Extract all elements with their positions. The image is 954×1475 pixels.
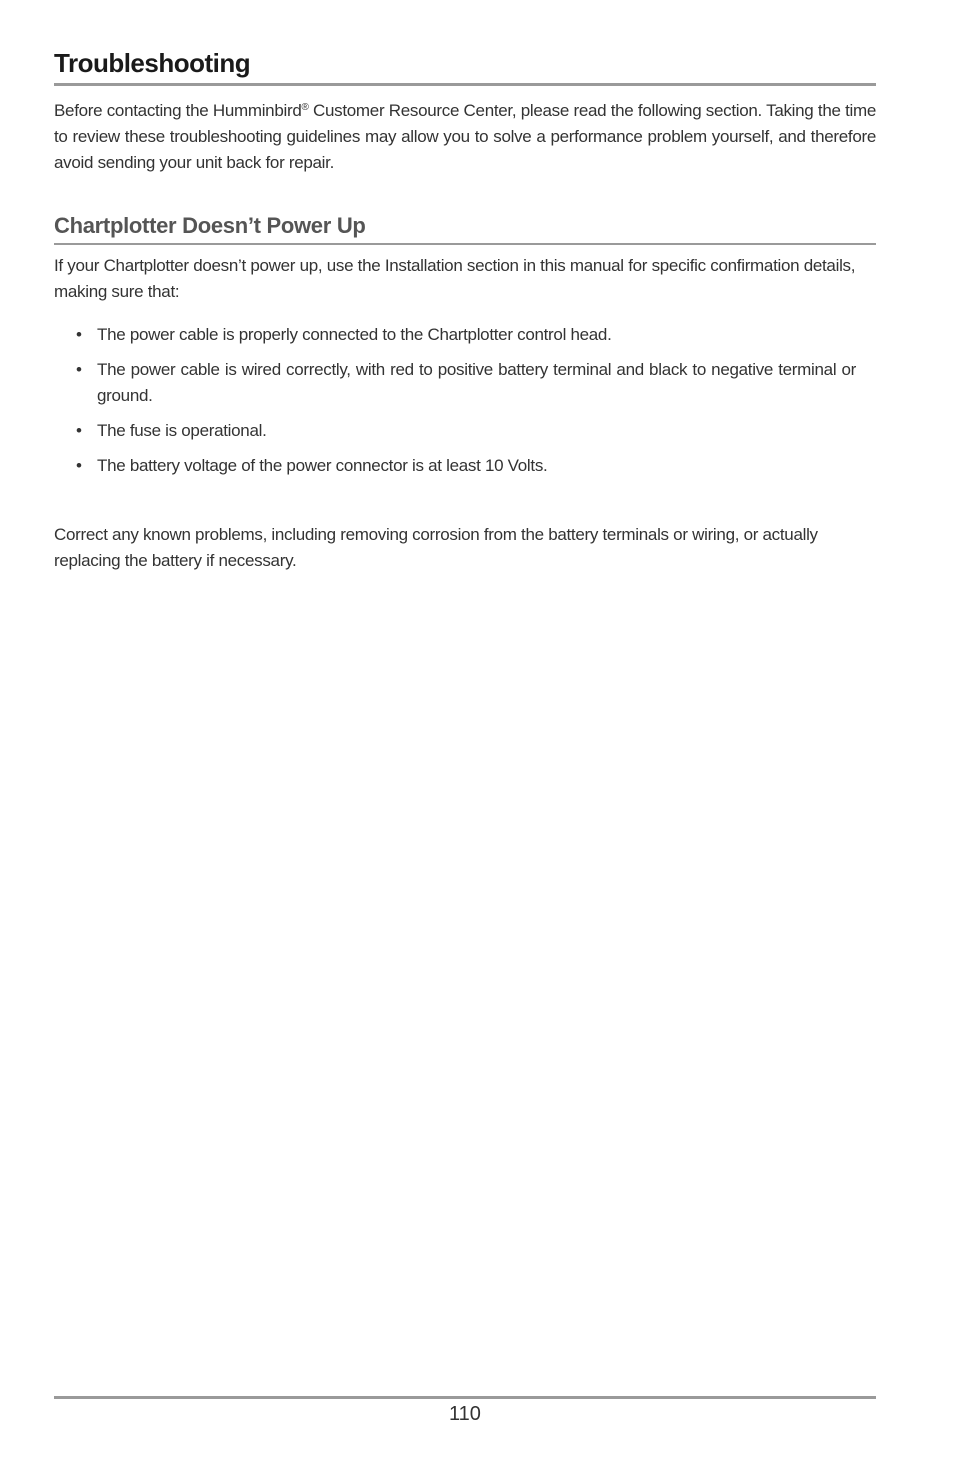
list-item <box>54 322 876 348</box>
section-lead-paragraph: If your Chartplotter doesn’t power up, use the Installation section in this manual for specific confirmation details, making sure that: <box>54 256 856 301</box>
page-title: Troubleshooting <box>54 48 251 78</box>
section-title: Chartplotter Doesn’t Power Up <box>54 213 366 238</box>
bullet-icon: • <box>76 456 82 475</box>
list-item-text: The power cable is wired correctly, with red to positive battery terminal and black to negative terminal or ground. <box>97 360 856 405</box>
intro-paragraph <box>54 98 876 176</box>
section-divider <box>54 243 876 245</box>
closing-paragraph: Correct any known problems, including removing corrosion from the battery terminals or wiring, or actually replacing the battery if necessary. <box>54 525 818 570</box>
intro-text-end: Customer Resource Center, please read the following section. Taking the time to review these troubleshooting guidelines may allow you to solve a performance problem yourself, and therefore avoid sending your unit back for repair. <box>54 101 877 172</box>
list-item <box>54 418 876 444</box>
bullet-icon: • <box>76 325 82 344</box>
list-item-text: The fuse is operational. <box>97 421 267 440</box>
bullet-icon: • <box>76 360 82 379</box>
intro-text-start: Before contacting the Humminbird <box>54 101 302 120</box>
list-item <box>54 453 876 479</box>
footer-divider <box>54 1396 876 1399</box>
page-number: 110 <box>449 1403 481 1425</box>
registered-mark: ® <box>301 102 309 113</box>
bullet-icon: • <box>76 421 82 440</box>
list-item-text: The battery voltage of the power connector is at least 10 Volts. <box>97 456 548 475</box>
checklist <box>54 322 876 488</box>
list-item-text: The power cable is properly connected to the Chartplotter control head. <box>97 325 612 344</box>
title-divider <box>54 83 876 86</box>
list-item <box>54 357 876 409</box>
